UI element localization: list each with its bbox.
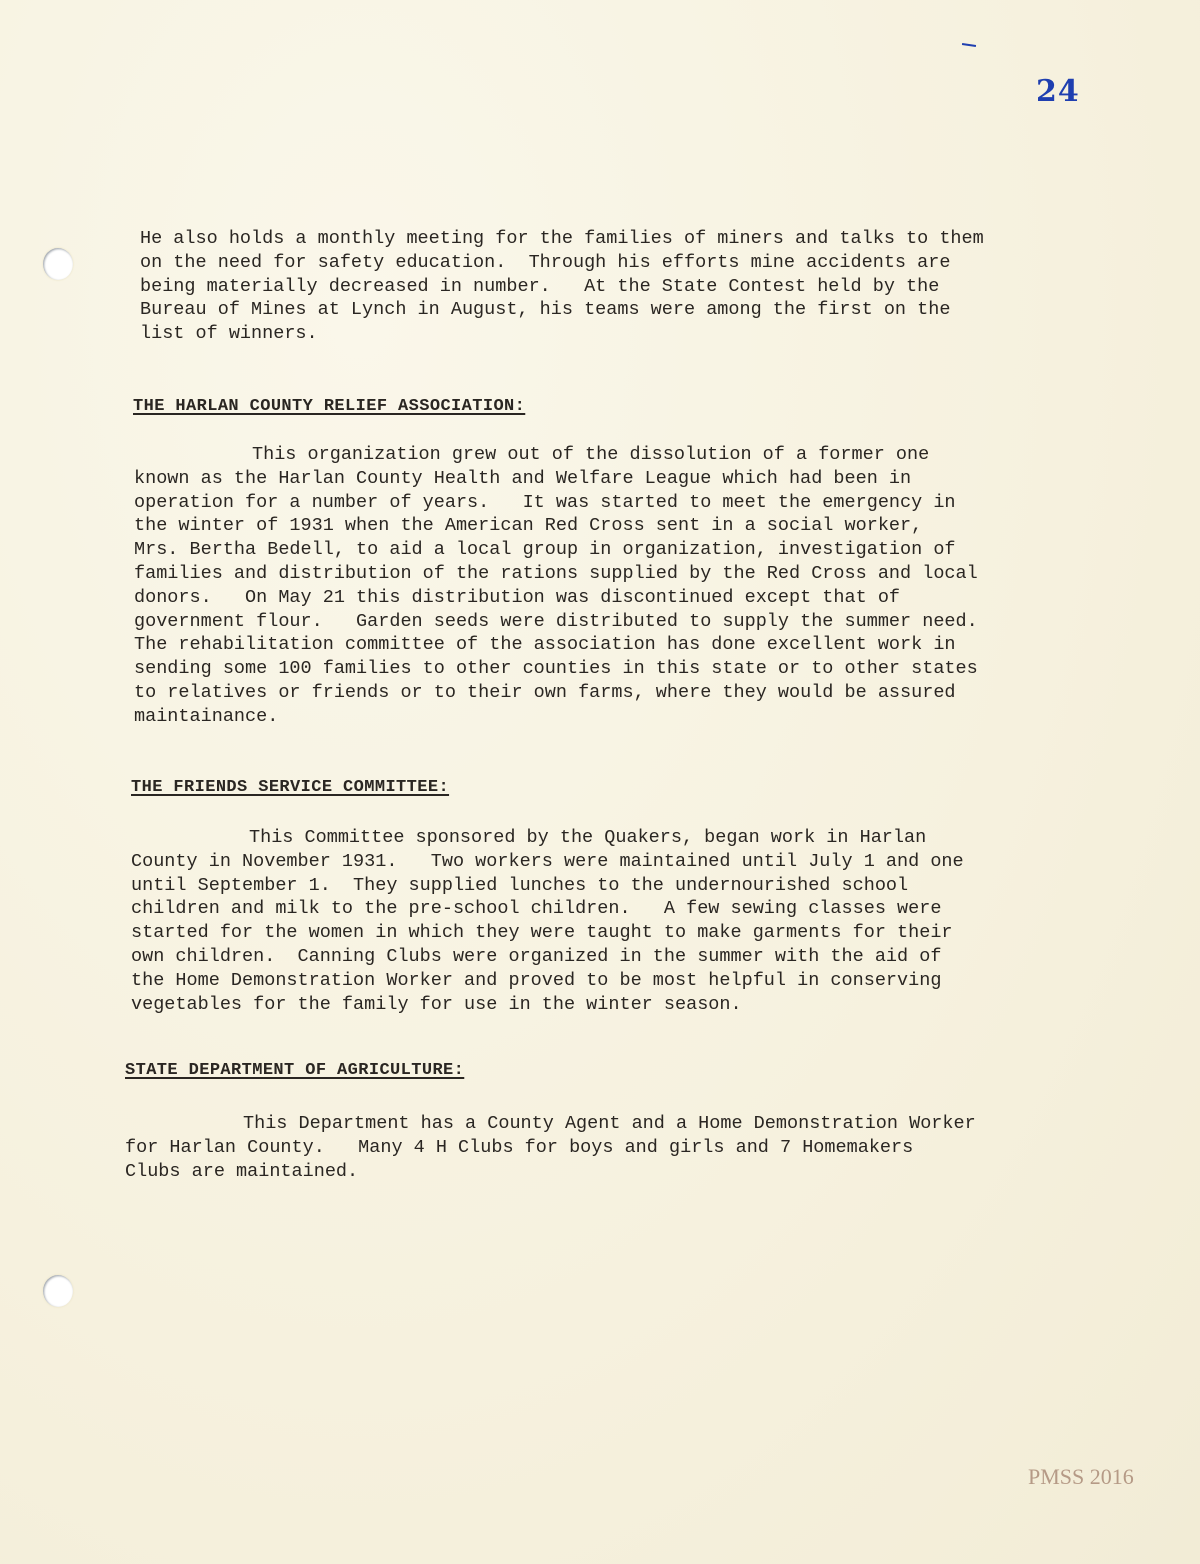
text-line: government flour. Garden seeds were distributed to supply the summer need. [134,610,978,632]
text-line: to relatives or friends or to their own farms, where they would be assured [134,681,956,703]
section-heading-friends-service: THE FRIENDS SERVICE COMMITTEE: [131,778,450,797]
text-line: vegetables for the family for use in the winter season. [131,993,742,1015]
intro-paragraph [140,227,984,346]
text-line: Clubs are maintained. [125,1160,359,1182]
text-line: being materially decreased in number. At the State Contest held by the [140,275,940,297]
section-heading-relief-association: THE HARLAN COUNTY RELIEF ASSOCIATION: [133,397,526,416]
text-line: This Committee sponsored by the Quakers, began work in Harlan [249,827,927,848]
text-line: the winter of 1931 when the American Red Cross sent in a social worker, [134,515,923,537]
text-line: children and milk to the pre-school children. A few sewing classes were [131,898,942,920]
punch-hole-top [43,248,73,280]
text-line: Mrs. Bertha Bedell, to aid a local group in organization, investigation of [134,539,956,561]
section-body-relief-association [134,443,978,729]
text-line: This Department has a County Agent and a Home Demonstration Worker [243,1113,976,1134]
section-body-friends-service [131,826,964,1016]
punch-hole-bottom [43,1275,73,1307]
text-line: known as the Harlan County Health and Welfare League which had been in [134,467,912,489]
section-body-agriculture [125,1112,976,1183]
text-line: This organization grew out of the dissolution of a former one [252,444,930,465]
section-heading-agriculture: STATE DEPARTMENT OF AGRICULTURE: [125,1061,465,1080]
text-line: the Home Demonstration Worker and proved to be most helpful in conserving [131,969,942,991]
text-line: started for the women in which they were taught to make garments for their [131,922,953,944]
text-line: operation for a number of years. It was started to meet the emergency in [134,491,956,513]
text-line: County in November 1931. Two workers were maintained until July 1 and one [131,850,964,872]
text-line: families and distribution of the rations supplied by the Red Cross and local [134,562,978,584]
text-line: He also holds a monthly meeting for the families of miners and talks to them [140,228,984,249]
text-line: Bureau of Mines at Lynch in August, his teams were among the first on the [140,299,951,321]
text-line: until September 1. They supplied lunches to the undernourished school [131,874,909,896]
page-number: 24 [1036,74,1080,109]
text-line: The rehabilitation committee of the association has done excellent work in [134,634,956,656]
text-line: on the need for safety education. Through his efforts mine accidents are [140,251,951,273]
text-line: for Harlan County. Many 4 H Clubs for boys and girls and 7 Homemakers [125,1136,914,1158]
text-line: donors. On May 21 this distribution was discontinued except that of [134,586,901,608]
text-line: maintainance. [134,705,279,727]
text-line: list of winners. [140,323,318,345]
text-line: own children. Canning Clubs were organized in the summer with the aid of [131,945,942,967]
text-line: sending some 100 families to other counties in this state or to other states [134,658,978,680]
pen-mark [962,43,976,47]
archive-watermark: PMSS 2016 [1028,1464,1134,1489]
